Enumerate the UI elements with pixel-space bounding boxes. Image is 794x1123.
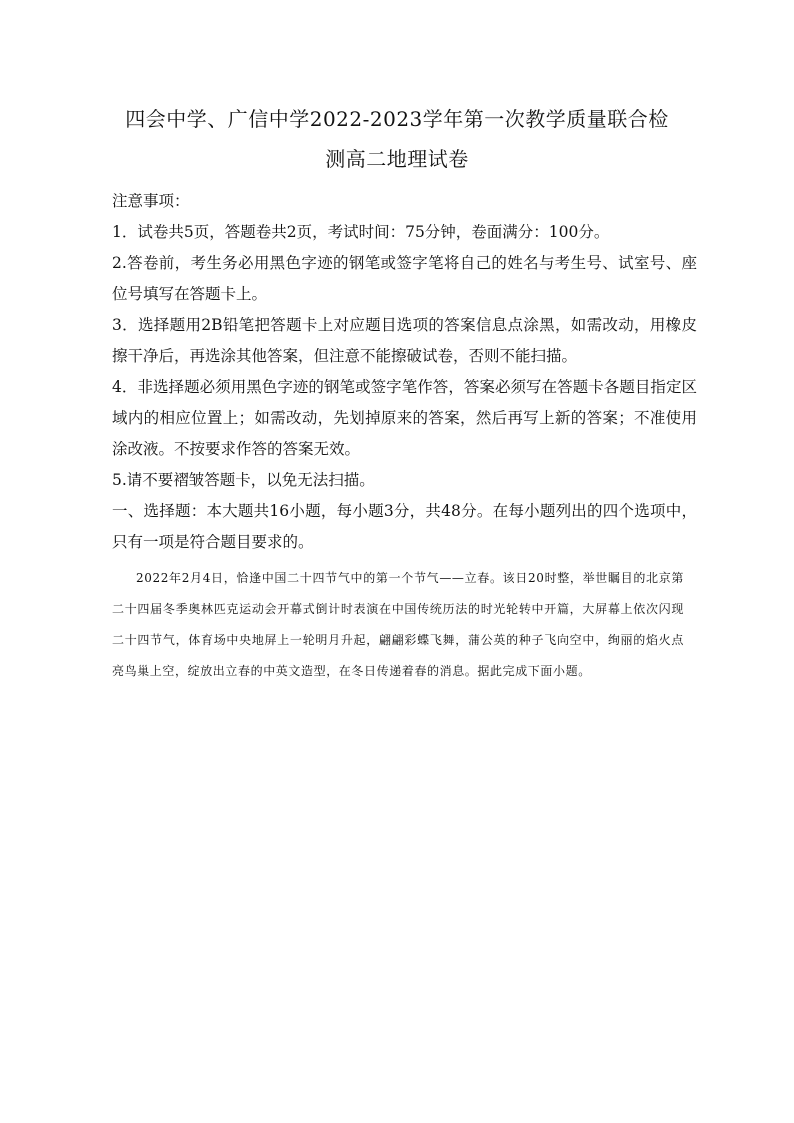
notes-heading: 注意事项： [112,192,190,210]
note-item-2: 2.答卷前，考生务必用黑色字迹的钢笔或签字笔将自己的姓名与考生号、试室号、座位号填写在答题卡上。 [112,254,697,303]
section-one-heading: 一、选择题：本大题共16小题，每小题3分，共48分。在每小题列出的四个选项中，只有一项是符合题目要求的。 [112,502,697,551]
exam-title-line-2: 测高二地理试卷 [325,147,469,171]
note-item-5: 5.请不要褶皱答题卡，以免无法扫描。 [112,471,375,489]
note-item-3: 3．选择题用2B铅笔把答题卡上对应题目选项的答案信息点涂黑，如需改动，用橡皮擦干净后，再选涂其他答案，但注意不能擦破试卷，否则不能扫描。 [112,316,697,365]
note-item-4: 4．非选择题必须用黑色字迹的钢笔或签字笔作答，答案必须写在答题卡各题目指定区域内的相应位置上；如需改动，先划掉原来的答案，然后再写上新的答案；不准使用涂改液。不按要求作答的答案无效。 [112,378,697,458]
instructions-block [112,186,697,558]
note-item-1: 1．试卷共5页，答题卷共2页，考试时间：75分钟，卷面满分：100分。 [112,223,610,241]
exam-title-line-1: 四会中学、广信中学2022-2023学年第一次教学质量联合检 [125,107,669,131]
reading-passage: 2022年2月4日，恰逢中国二十四节气中的第一个节气——立春。该日20时整，举世瞩目的北京第二十四届冬季奥林匹克运动会开幕式倒计时表演在中国传统历法的时光轮转中开篇，大屏幕上依次闪现二十四节气，体育场中央地屏上一轮明月升起，翩翩彩蝶飞舞，蒲公英的种子飞向空中，绚丽的焰火点亮鸟巢上空，绽放出立春的中英文造型，在冬日传递着春的消息。据此完成下面小题。 [112,571,684,678]
